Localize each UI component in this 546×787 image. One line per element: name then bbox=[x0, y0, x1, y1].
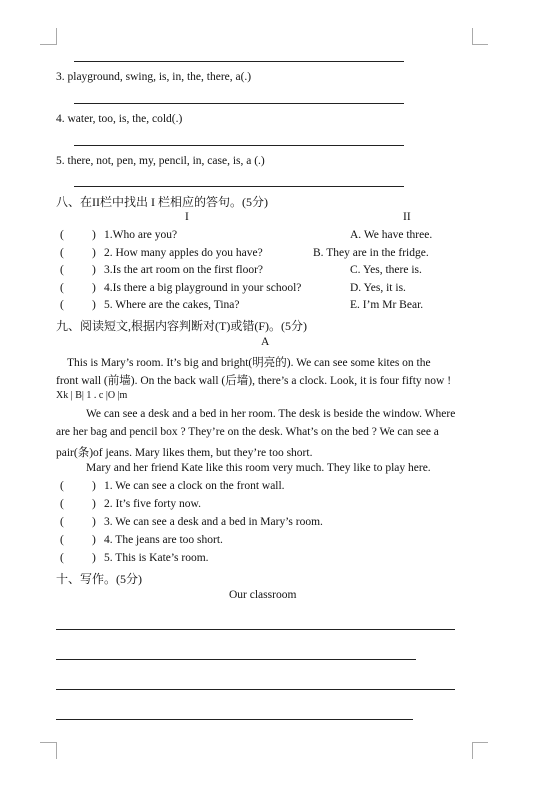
answer-paren-close: ) bbox=[92, 516, 96, 528]
crop-mark-bl-h bbox=[40, 742, 56, 743]
judgement-statement: 2. It’s five forty now. bbox=[104, 498, 201, 510]
section-9-title: 九、阅读短文,根据内容判断对(T)或错(F)。(5分) bbox=[56, 319, 307, 333]
matching-question: 5. Where are the cakes, Tina? bbox=[104, 299, 240, 311]
matching-answer: C. Yes, there is. bbox=[350, 264, 422, 276]
passage-line: Mary and her friend Kate like this room very much. They like to play here. bbox=[86, 462, 431, 474]
crop-mark-tr-h bbox=[472, 44, 488, 45]
matching-answer: B. They are in the fridge. bbox=[313, 247, 429, 259]
passage-line: pair(条)of jeans. Mary likes them, but they’re too short. bbox=[56, 447, 313, 459]
passage-label: A bbox=[261, 336, 270, 348]
answer-paren-open: ( bbox=[60, 534, 64, 546]
matching-question: 1.Who are you? bbox=[104, 229, 178, 241]
answer-line bbox=[74, 61, 404, 62]
reorder-question-3: 3. playground, swing, is, in, the, there, a(.) bbox=[56, 71, 252, 83]
crop-mark-bl-v bbox=[56, 742, 57, 759]
answer-line bbox=[74, 145, 404, 146]
crop-mark-tl-h bbox=[40, 44, 56, 45]
answer-paren-open: ( bbox=[60, 516, 64, 528]
judgement-statement: 5. This is Kate’s room. bbox=[104, 552, 209, 564]
passage-line: are her bag and pencil box ? They’re on the desk. What’s on the bed ? We can see a bbox=[56, 426, 439, 438]
section-10-title: 十、写作。(5分) bbox=[56, 572, 142, 586]
crop-mark-br-h bbox=[472, 742, 488, 743]
reorder-question-4: 4. water, too, is, the, cold(.) bbox=[56, 113, 183, 125]
answer-paren-open: ( bbox=[60, 498, 64, 510]
writing-line bbox=[56, 629, 455, 630]
answer-paren-open: ( bbox=[60, 282, 64, 294]
answer-paren-open: ( bbox=[60, 552, 64, 564]
answer-paren-open: ( bbox=[60, 480, 64, 492]
matching-answer: A. We have three. bbox=[350, 229, 433, 241]
answer-paren-open: ( bbox=[60, 264, 64, 276]
answer-paren-open: ( bbox=[60, 299, 64, 311]
section-8-title: 八、在II栏中找出 I 栏相应的答句。(5分) bbox=[56, 195, 268, 209]
crop-mark-tl-v bbox=[56, 28, 57, 45]
answer-paren-close: ) bbox=[92, 480, 96, 492]
passage-line: We can see a desk and a bed in her room. The desk is beside the window. Where bbox=[86, 408, 456, 420]
passage-line: This is Mary’s room. It’s big and bright(明亮的). We can see some kites on the bbox=[67, 357, 431, 369]
answer-paren-open: ( bbox=[60, 247, 64, 259]
judgement-statement: 4. The jeans are too short. bbox=[104, 534, 223, 546]
writing-line bbox=[56, 659, 416, 660]
reorder-question-5: 5. there, not, pen, my, pencil, in, case, is, a (.) bbox=[56, 155, 265, 167]
matching-question: 4.Is there a big playground in your school? bbox=[104, 282, 302, 294]
answer-paren-close: ) bbox=[92, 282, 96, 294]
answer-paren-close: ) bbox=[92, 299, 96, 311]
answer-paren-open: ( bbox=[60, 229, 64, 241]
matching-question: 3.Is the art room on the first floor? bbox=[104, 264, 264, 276]
answer-paren-close: ) bbox=[92, 264, 96, 276]
column-1-header: I bbox=[185, 211, 189, 223]
answer-line bbox=[74, 186, 404, 187]
answer-paren-close: ) bbox=[92, 229, 96, 241]
answer-paren-close: ) bbox=[92, 552, 96, 564]
answer-line bbox=[74, 103, 404, 104]
writing-topic: Our classroom bbox=[229, 589, 297, 601]
answer-paren-close: ) bbox=[92, 534, 96, 546]
crop-mark-tr-v bbox=[472, 28, 473, 45]
passage-line: front wall (前墙). On the back wall (后墙), there’s a clock. Look, it is four fifty now ! bbox=[56, 375, 452, 387]
writing-line bbox=[56, 719, 413, 720]
matching-answer: D. Yes, it is. bbox=[350, 282, 406, 294]
matching-question: 2. How many apples do you have? bbox=[104, 247, 263, 259]
answer-paren-close: ) bbox=[92, 247, 96, 259]
crop-mark-br-v bbox=[472, 742, 473, 759]
judgement-statement: 3. We can see a desk and a bed in Mary’s room. bbox=[104, 516, 323, 528]
column-2-header: II bbox=[403, 211, 411, 223]
writing-line bbox=[56, 689, 455, 690]
judgement-statement: 1. We can see a clock on the front wall. bbox=[104, 480, 285, 492]
answer-paren-close: ) bbox=[92, 498, 96, 510]
matching-answer: E. I’m Mr Bear. bbox=[350, 299, 424, 311]
watermark-text: Xk | B| 1 . c |O |m bbox=[56, 390, 128, 401]
